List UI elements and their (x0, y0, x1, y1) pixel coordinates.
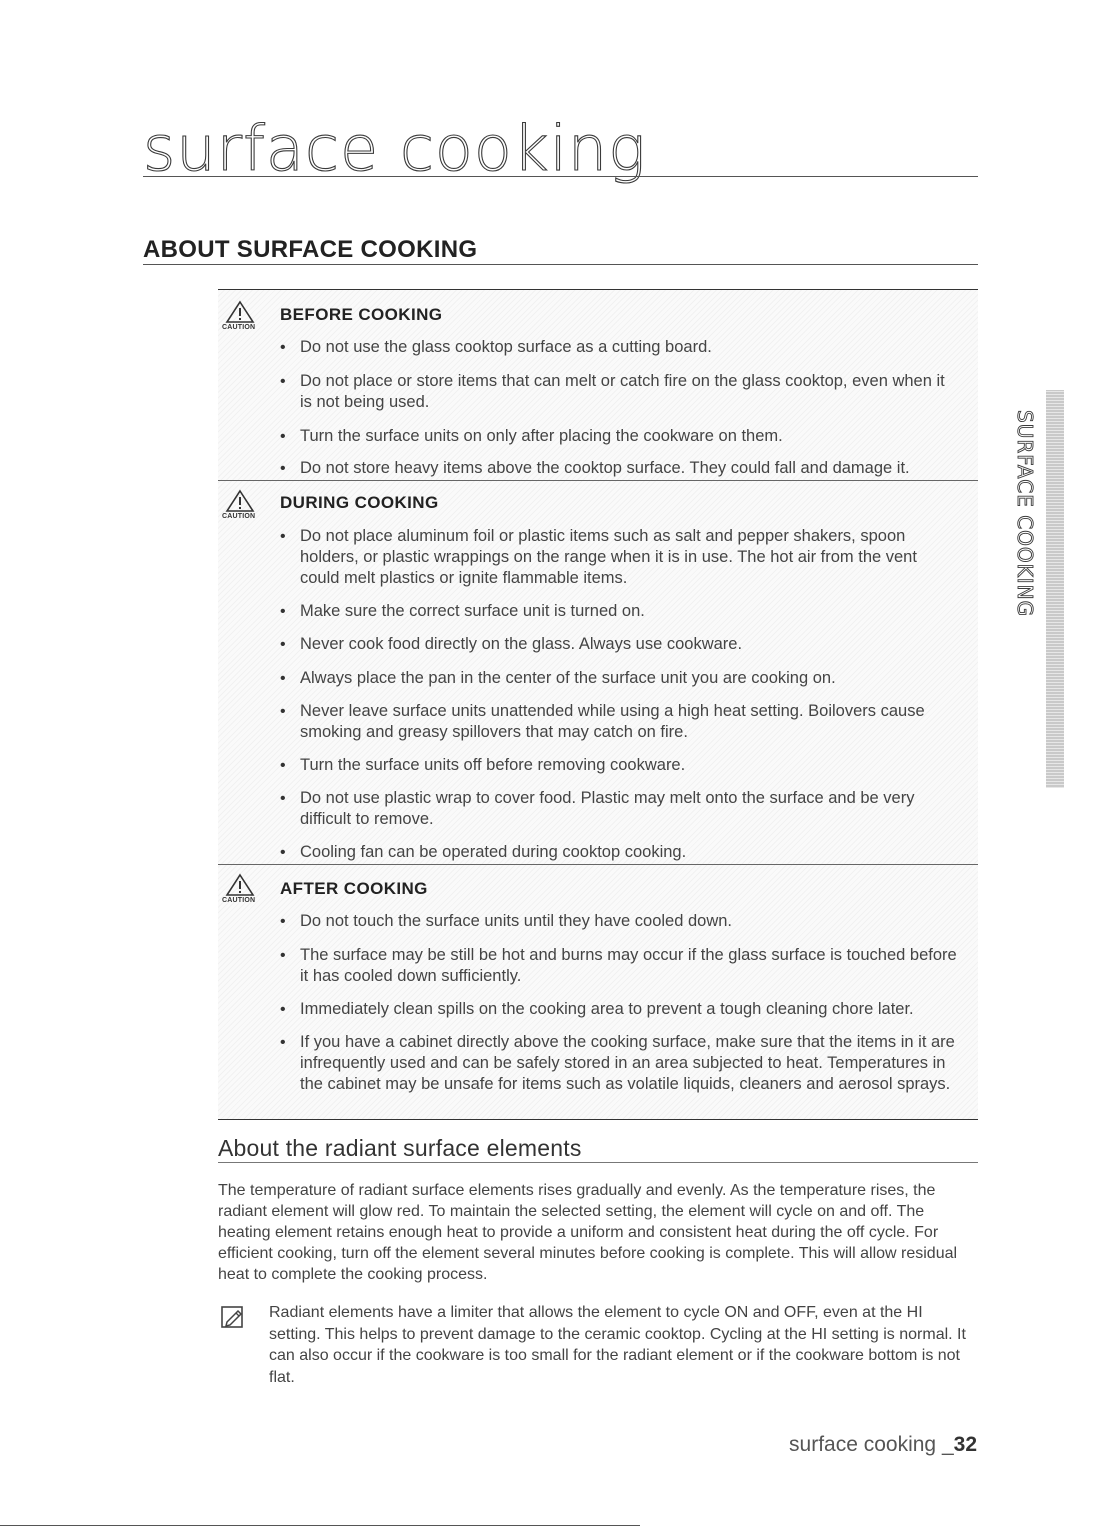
caution-label: CAUTION (222, 324, 256, 331)
page-number: 32 (953, 1433, 977, 1456)
list-item: • Never leave surface units unattended while using a high heat setting. Boilovers cause smoking and greasy spillovers that may catch on fire. (280, 702, 925, 741)
list-item: • Do not use the glass cooktop surface as a cutting board. (280, 338, 712, 356)
page-footer (789, 1433, 977, 1457)
list-item: • If you have a cabinet directly above the cooking surface, make sure that the items in it are infrequently used and can be safely stored in an area subjected to heat. Temperatures in the cabinet may be unsafe for items such as volatile liquids, cleaners and aerosol sprays. (280, 1033, 955, 1093)
subsection-heading: AFTER COOKING (280, 879, 428, 898)
caution-icon (220, 489, 260, 527)
footer-text: surface cooking _ (789, 1433, 954, 1456)
list-item: • Do not place aluminum foil or plastic items such as salt and pepper shakers, spoon holders, or plastic wrappings on the range when it is in use. The hot air from the vent could melt plastics or ignite flammable items. (280, 527, 917, 587)
caution-icon (220, 873, 260, 911)
note-icon (220, 1304, 246, 1330)
subsection-title: About the radiant surface elements (218, 1135, 582, 1161)
list-item: • Turn the surface units on only after placing the cookware on them. (280, 427, 783, 445)
side-tab (1046, 390, 1064, 788)
list-item: • Always place the pan in the center of the surface unit you are cooking on. (280, 669, 836, 687)
warning-triangle-icon (225, 489, 255, 513)
caution-icon (220, 300, 260, 338)
caution-section-before (218, 290, 978, 480)
caution-label: CAUTION (222, 897, 256, 904)
section-title: ABOUT SURFACE COOKING (143, 236, 478, 263)
subsection-heading: BEFORE COOKING (280, 305, 443, 324)
chapter-title: surface cooking (143, 112, 647, 185)
list-item: • Make sure the correct surface unit is turned on. (280, 602, 645, 620)
side-tab-label: SURFACE COOKING (1013, 410, 1037, 618)
list-item: • Turn the surface units off before removing cookware. (280, 756, 686, 774)
list-item: • Do not use plastic wrap to cover food. Plastic may melt onto the surface and be very difficult to remove. (280, 789, 915, 828)
list-item: • Do not touch the surface units until they have cooled down. (280, 912, 733, 930)
bottom-rule (0, 1525, 640, 1526)
list-item: • Do not store heavy items above the cooktop surface. They could fall and damage it. (280, 459, 910, 477)
subsection-rule (218, 1162, 978, 1163)
list-item: • The surface may be still be hot and burns may occur if the glass surface is touched before it has cooled down sufficiently. (280, 946, 957, 985)
warning-triangle-icon (225, 873, 255, 897)
caution-section-after (218, 864, 978, 1120)
caution-section-during (218, 480, 978, 865)
chapter-rule (143, 176, 978, 177)
body-paragraph: The temperature of radiant surface elements rises gradually and evenly. As the temperature rises, the radiant element will glow red. To maintain the selected setting, the element will cycle on and off. The heating element retains enough heat to provide a uniform and consistent heat during the off cycle. For efficient cooking, turn off the element several minutes before cooking is complete. This will allow residual heat to complete the cooking process. (218, 1182, 958, 1283)
list-item: • Never cook food directly on the glass. Always use cookware. (280, 635, 743, 653)
caution-box (218, 289, 978, 1120)
note-text: Radiant elements have a limiter that allows the element to cycle ON and OFF, even at the HI setting. This helps to prevent damage to the ceramic cooktop. Cycling at the HI setting is normal. It can also occur if the cookware is too small for the radiant element or if the cookware bottom is not flat. (269, 1304, 966, 1386)
list-item: • Do not place or store items that can melt or catch fire on the glass cooktop, even when it is not being used. (280, 372, 945, 411)
warning-triangle-icon (225, 300, 255, 324)
list-item: • Immediately clean spills on the cooking area to prevent a tough cleaning chore later. (280, 1000, 914, 1018)
caution-label: CAUTION (222, 513, 256, 520)
section-rule (143, 264, 978, 265)
list-item: • Cooling fan can be operated during cooktop cooking. (280, 843, 687, 861)
subsection-heading: DURING COOKING (280, 493, 439, 512)
